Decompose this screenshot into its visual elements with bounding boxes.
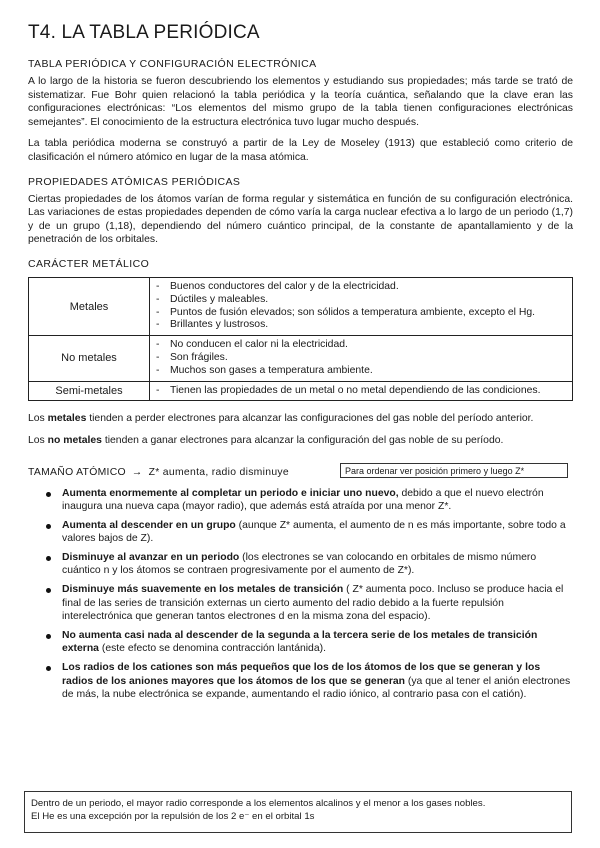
- footer-note-box: [24, 791, 572, 833]
- heading-text: TAMAÑO ATÓMICO: [28, 466, 126, 478]
- table-row: [29, 336, 573, 381]
- bullet-item: [28, 487, 573, 514]
- atomic-size-heading-row: [28, 463, 573, 483]
- bullet-text: ( Z* aumenta poco. Incluso se produce hacia el final de las series de transición externas un cierto aumento del radio debido a la fuerte repulsión interelectrónica que generan tantos electrones d en la misma zona del espacio).: [62, 584, 564, 623]
- bullet-icon: [46, 588, 51, 593]
- page-title: T4. LA TABLA PERIÓDICA: [28, 22, 260, 43]
- section-heading-propiedades: PROPIEDADES ATÓMICAS PERIÓDICAS: [28, 175, 241, 188]
- footer-line: El He es una excepción por la repulsión de los 2 e⁻ en el orbital 1s: [31, 811, 315, 822]
- bullet-bold: Aumenta enormemente al completar un periodo e iniciar uno nuevo,: [62, 487, 399, 499]
- document-page: [28, 22, 573, 707]
- text-segment: Los: [28, 413, 48, 425]
- no-metales-sentence: [28, 434, 573, 448]
- list-item: - Dúctiles y maleables.: [156, 294, 566, 307]
- bullet-icon: [46, 634, 51, 639]
- bullet-item: [28, 583, 573, 624]
- category-label: Semi-metales: [29, 381, 150, 401]
- text-segment: Los: [28, 434, 48, 446]
- category-properties: [150, 277, 573, 335]
- bullet-bold: Disminuye más suavemente en los metales de transición: [62, 584, 344, 596]
- metales-sentence: [28, 412, 573, 426]
- bold-term: metales: [47, 413, 87, 425]
- list-item: - Buenos conductores del calor y de la electricidad.: [156, 281, 566, 294]
- category-properties: [150, 381, 573, 401]
- text-segment: tienden a ganar electrones para alcanzar la configuración del gas noble de su período.: [101, 434, 504, 446]
- bullet-bold: Aumenta al descender en un grupo: [62, 519, 236, 531]
- list-item: - Son frágiles.: [156, 352, 566, 365]
- bullet-icon: [46, 492, 51, 497]
- list-item: - No conducen el calor ni la electricidad.: [156, 339, 566, 352]
- bullet-bold: Los radios de los cationes son más pequeños que los de los átomos de los que se generan y los radios de los aniones mayores que los átomos de los que se generan: [62, 662, 541, 687]
- section-heading-configuracion: TABLA PERIÓDICA Y CONFIGURACIÓN ELECTRÓNICA: [28, 58, 317, 70]
- list-item: - Puntos de fusión elevados; son sólidos a temperatura ambiente, excepto el Hg.: [156, 307, 566, 320]
- category-label: No metales: [29, 336, 150, 381]
- bold-term: no metales: [47, 434, 102, 446]
- list-item: - Muchos son gases a temperatura ambiente.: [156, 365, 566, 378]
- bullet-text: (este efecto se denomina contracción lantánida).: [98, 643, 326, 655]
- category-label: Metales: [29, 277, 150, 335]
- bullet-text: (ya que al tener el anión electrones de más, la nube electrónica se expande, aumentando el radio iónico, al contrario pasa con el catión).: [62, 675, 571, 701]
- list-item: - Tienen las propiedades de un metal o no metal dependiendo de las condiciones.: [156, 385, 566, 398]
- bullet-bold: Disminuye al avanzar en un periodo: [62, 551, 240, 563]
- heading-rest: Z* aumenta, radio disminuye: [148, 466, 289, 478]
- table-row: [29, 277, 573, 335]
- handwritten-note-box: Para ordenar ver posición primero y luego Z*: [340, 463, 568, 478]
- bullet-icon: [46, 524, 51, 529]
- bullet-item: [28, 661, 573, 702]
- footer-line: Dentro de un periodo, el mayor radio corresponde a los elementos alcalinos y el menor a los gases nobles.: [31, 798, 486, 809]
- bullet-bold: No aumenta casi nada al descender de la segunda a la tercera serie de los metales de transición externa: [62, 629, 538, 655]
- table-row: [29, 381, 573, 401]
- paragraph-moseley: La tabla periódica moderna se construyó a partir de la Ley de Moseley (1913) que estableció como criterio de clasificación el número atómico en lugar de la masa atómica.: [28, 138, 573, 163]
- metallic-character-table: [28, 277, 573, 401]
- bullet-text: (los electrones se van colocando en orbitales de mismo número cuántico n y los átomos se contraen progresivamente por el aumento de Z*).: [62, 551, 537, 577]
- bullet-text: (aunque Z* aumenta, el aumento de n es más importante, sobre todo a valores bajos de Z).: [62, 519, 566, 545]
- category-properties: [150, 336, 573, 381]
- bullet-item: [28, 551, 573, 578]
- bullet-icon: [46, 556, 51, 561]
- bullet-item: [28, 629, 573, 656]
- section-heading-caracter-metalico: CARÁCTER METÁLICO: [28, 257, 150, 270]
- text-segment: tienden a perder electrones para alcanzar las configuraciones del gas noble del período anterior.: [86, 413, 534, 425]
- bullet-text: debido a que el nuevo electrón inaugura una nueva capa (mayor radio), que además está atraída por una menor Z*.: [62, 487, 544, 513]
- atomic-size-bullet-list: [28, 487, 573, 702]
- arrow-right-icon: →: [131, 466, 143, 478]
- list-item: - Brillantes y lustrosos.: [156, 319, 566, 332]
- bullet-item: [28, 519, 573, 546]
- paragraph-propiedades: Ciertas propiedades de los átomos varían de forma regular y sistemática en función de su configuración electrónica. Las variaciones de estas propiedades dependen de cómo varía la carga nuclear efectiva a lo largo de un periodo (1,7) y de un grupo (1,18), dependiendo del número cuántico principal, de la constante de apantallamiento y de la penetración de los orbitales.: [28, 193, 573, 246]
- section-heading-tamano: [28, 467, 289, 478]
- paragraph-historia: A lo largo de la historia se fueron descubriendo los elementos y estudiando sus propiedades; más tarde se trató de sistematizar. Fue Bohr quien relacionó la tabla periódica y la teoría cuántica, señalando que la clave eran las configuraciones electrónicas: “Los elementos del mismo grupo de la tabla tienen configuraciones electrónicas semejantes”. El conocimiento de la estructura electrónica tuvo lugar mucho después.: [28, 76, 573, 128]
- bullet-icon: [46, 666, 51, 671]
